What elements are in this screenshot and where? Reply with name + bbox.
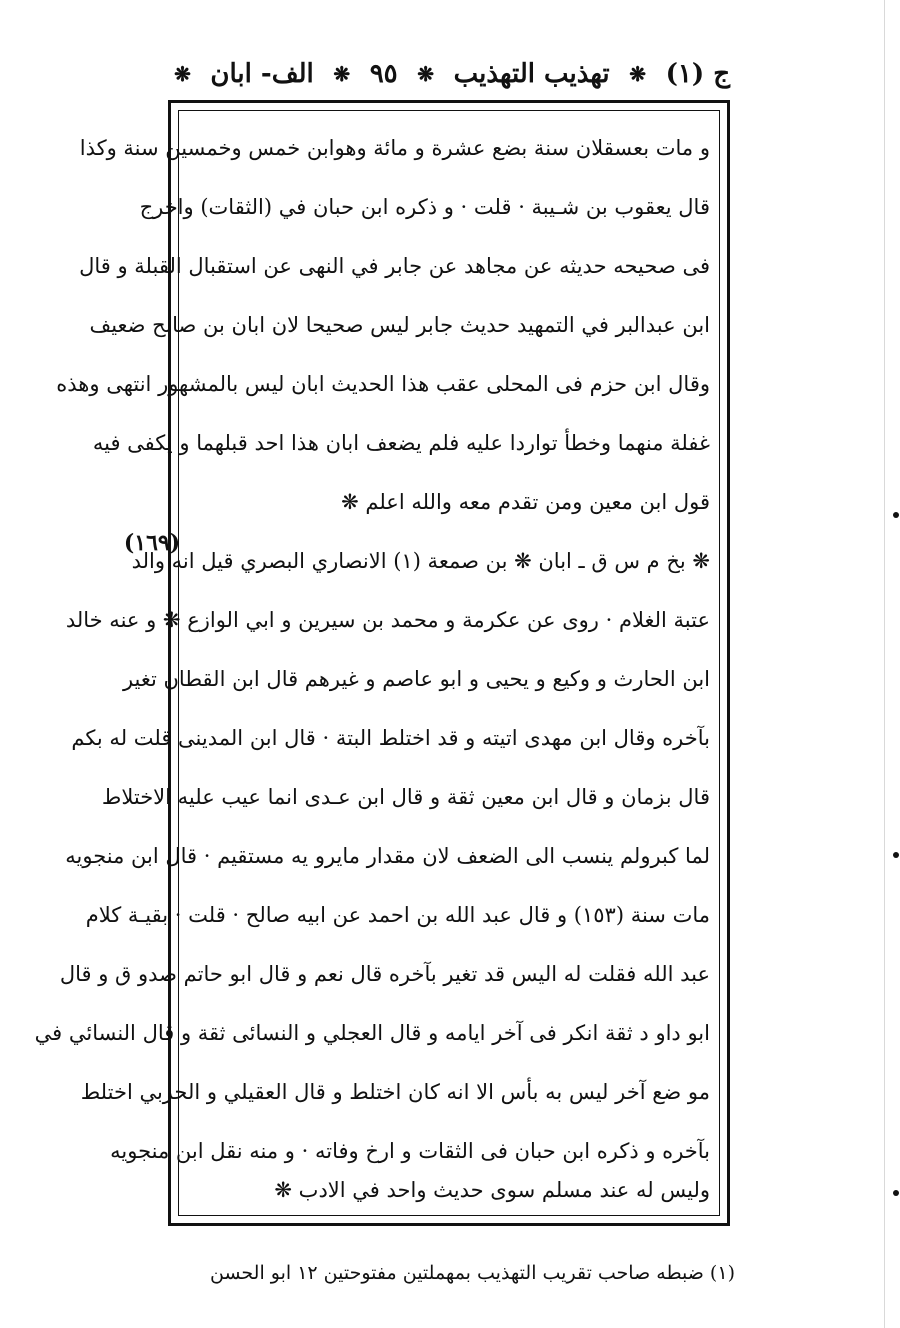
page-header (170, 52, 730, 96)
body-line: قال بزمان و قال ابن معين ثقة و قال ابن عـدى انما عيب عليه الاختلاط (101, 785, 710, 809)
footnote: (١) ضبطه صاحب تقريب التهذيب بمهملتين مفتوحتين ١٢ ابو الحسن (210, 1262, 735, 1284)
body-line: قال يعقوب بن شـيبة · قلت · و ذكره ابن حبان في (الثقات) واخرج (139, 195, 710, 219)
margin-entry-number: (١٦٩) (123, 530, 181, 556)
body-line: فى صحيحه حديثه عن مجاهد عن جابر في النهى عن استقبال القبلة و قال (79, 254, 710, 278)
page-dot (893, 1190, 899, 1196)
body-line: ابن الحارث و وكيع و يحيى و ابو عاصم و غيرهم قال ابن القطان تغير (122, 667, 710, 691)
body-line: وقال ابن حزم فى المحلى عقب هذا الحديث ابان ليس بالمشهور انتهى وهذه (56, 372, 710, 396)
body-line: و مات بعسقلان سنة بضع عشرة و مائة وهوابن خمس وخمسين سنة وكذا (79, 136, 710, 160)
body-line: ❋ بخ م س ق ـ ابان ❋ بن صمعة (١) الانصاري البصري قيل انه والد (131, 549, 710, 573)
page-dot (893, 512, 899, 518)
ornament-icon: ❋ (629, 62, 646, 86)
page-dot (893, 852, 899, 858)
header-volume: ج (١) (665, 59, 730, 89)
body-line: ابو داو د ثقة انكر فى آخر ايامه و قال العجلي و النسائى ثقة و قال النسائي في (34, 1021, 710, 1045)
body-line: عبد الله فقلت له اليس قد تغير بآخره قال نعم و قال ابو حاتم صدو ق و قال (59, 962, 710, 986)
header-page-number: ٩٥ (369, 59, 398, 89)
body-line: وليس له عند مسلم سوى حديث واحد في الادب ❋ (274, 1178, 710, 1202)
body-line: مو ضع آخر ليس به بأس الا انه كان اختلط و قال العقيلي و الحربي اختلط (80, 1080, 710, 1104)
body-line: قول ابن معين ومن تقدم معه والله اعلم ❋ (341, 490, 710, 514)
body-line: بآخره وقال ابن مهدى اتيته و قد اختلط البتة · قال ابن المدينى قلت له بكم (71, 726, 710, 750)
header-section: الف- ابان (210, 59, 314, 89)
header-title: تهذيب التهذيب (453, 59, 610, 89)
body-line: غفلة منهما وخطأ تواردا عليه فلم يضعف ابان هذا احد قبلهما و يكفى فيه (92, 431, 710, 455)
ornament-icon: ❋ (417, 62, 434, 86)
body-line: لما كبرولم ينسب الى الضعف لان مقدار مايرو يه مستقيم · قال ابن منجويه (65, 844, 710, 868)
body-line: مات سنة (١٥٣) و قال عبد الله بن احمد عن ابيه صالح · قلت · بقيـة كلام (85, 903, 710, 927)
ornament-icon: ❋ (333, 62, 351, 86)
page-edge (884, 0, 885, 1328)
body-line: ابن عبدالبر في التمهيد حديث جابر ليس صحيحا لان ابان بن صالح ضعيف (89, 313, 710, 337)
body-line: بآخره و ذكره ابن حبان فى الثقات و ارخ وفاته · و منه نقل ابن منجويه (110, 1139, 710, 1163)
ornament-icon: ❋ (174, 62, 191, 86)
body-line: عتبة الغلام · روى عن عكرمة و محمد بن سيرين و ابي الوازع ❋ و عنه خالد (65, 608, 710, 632)
